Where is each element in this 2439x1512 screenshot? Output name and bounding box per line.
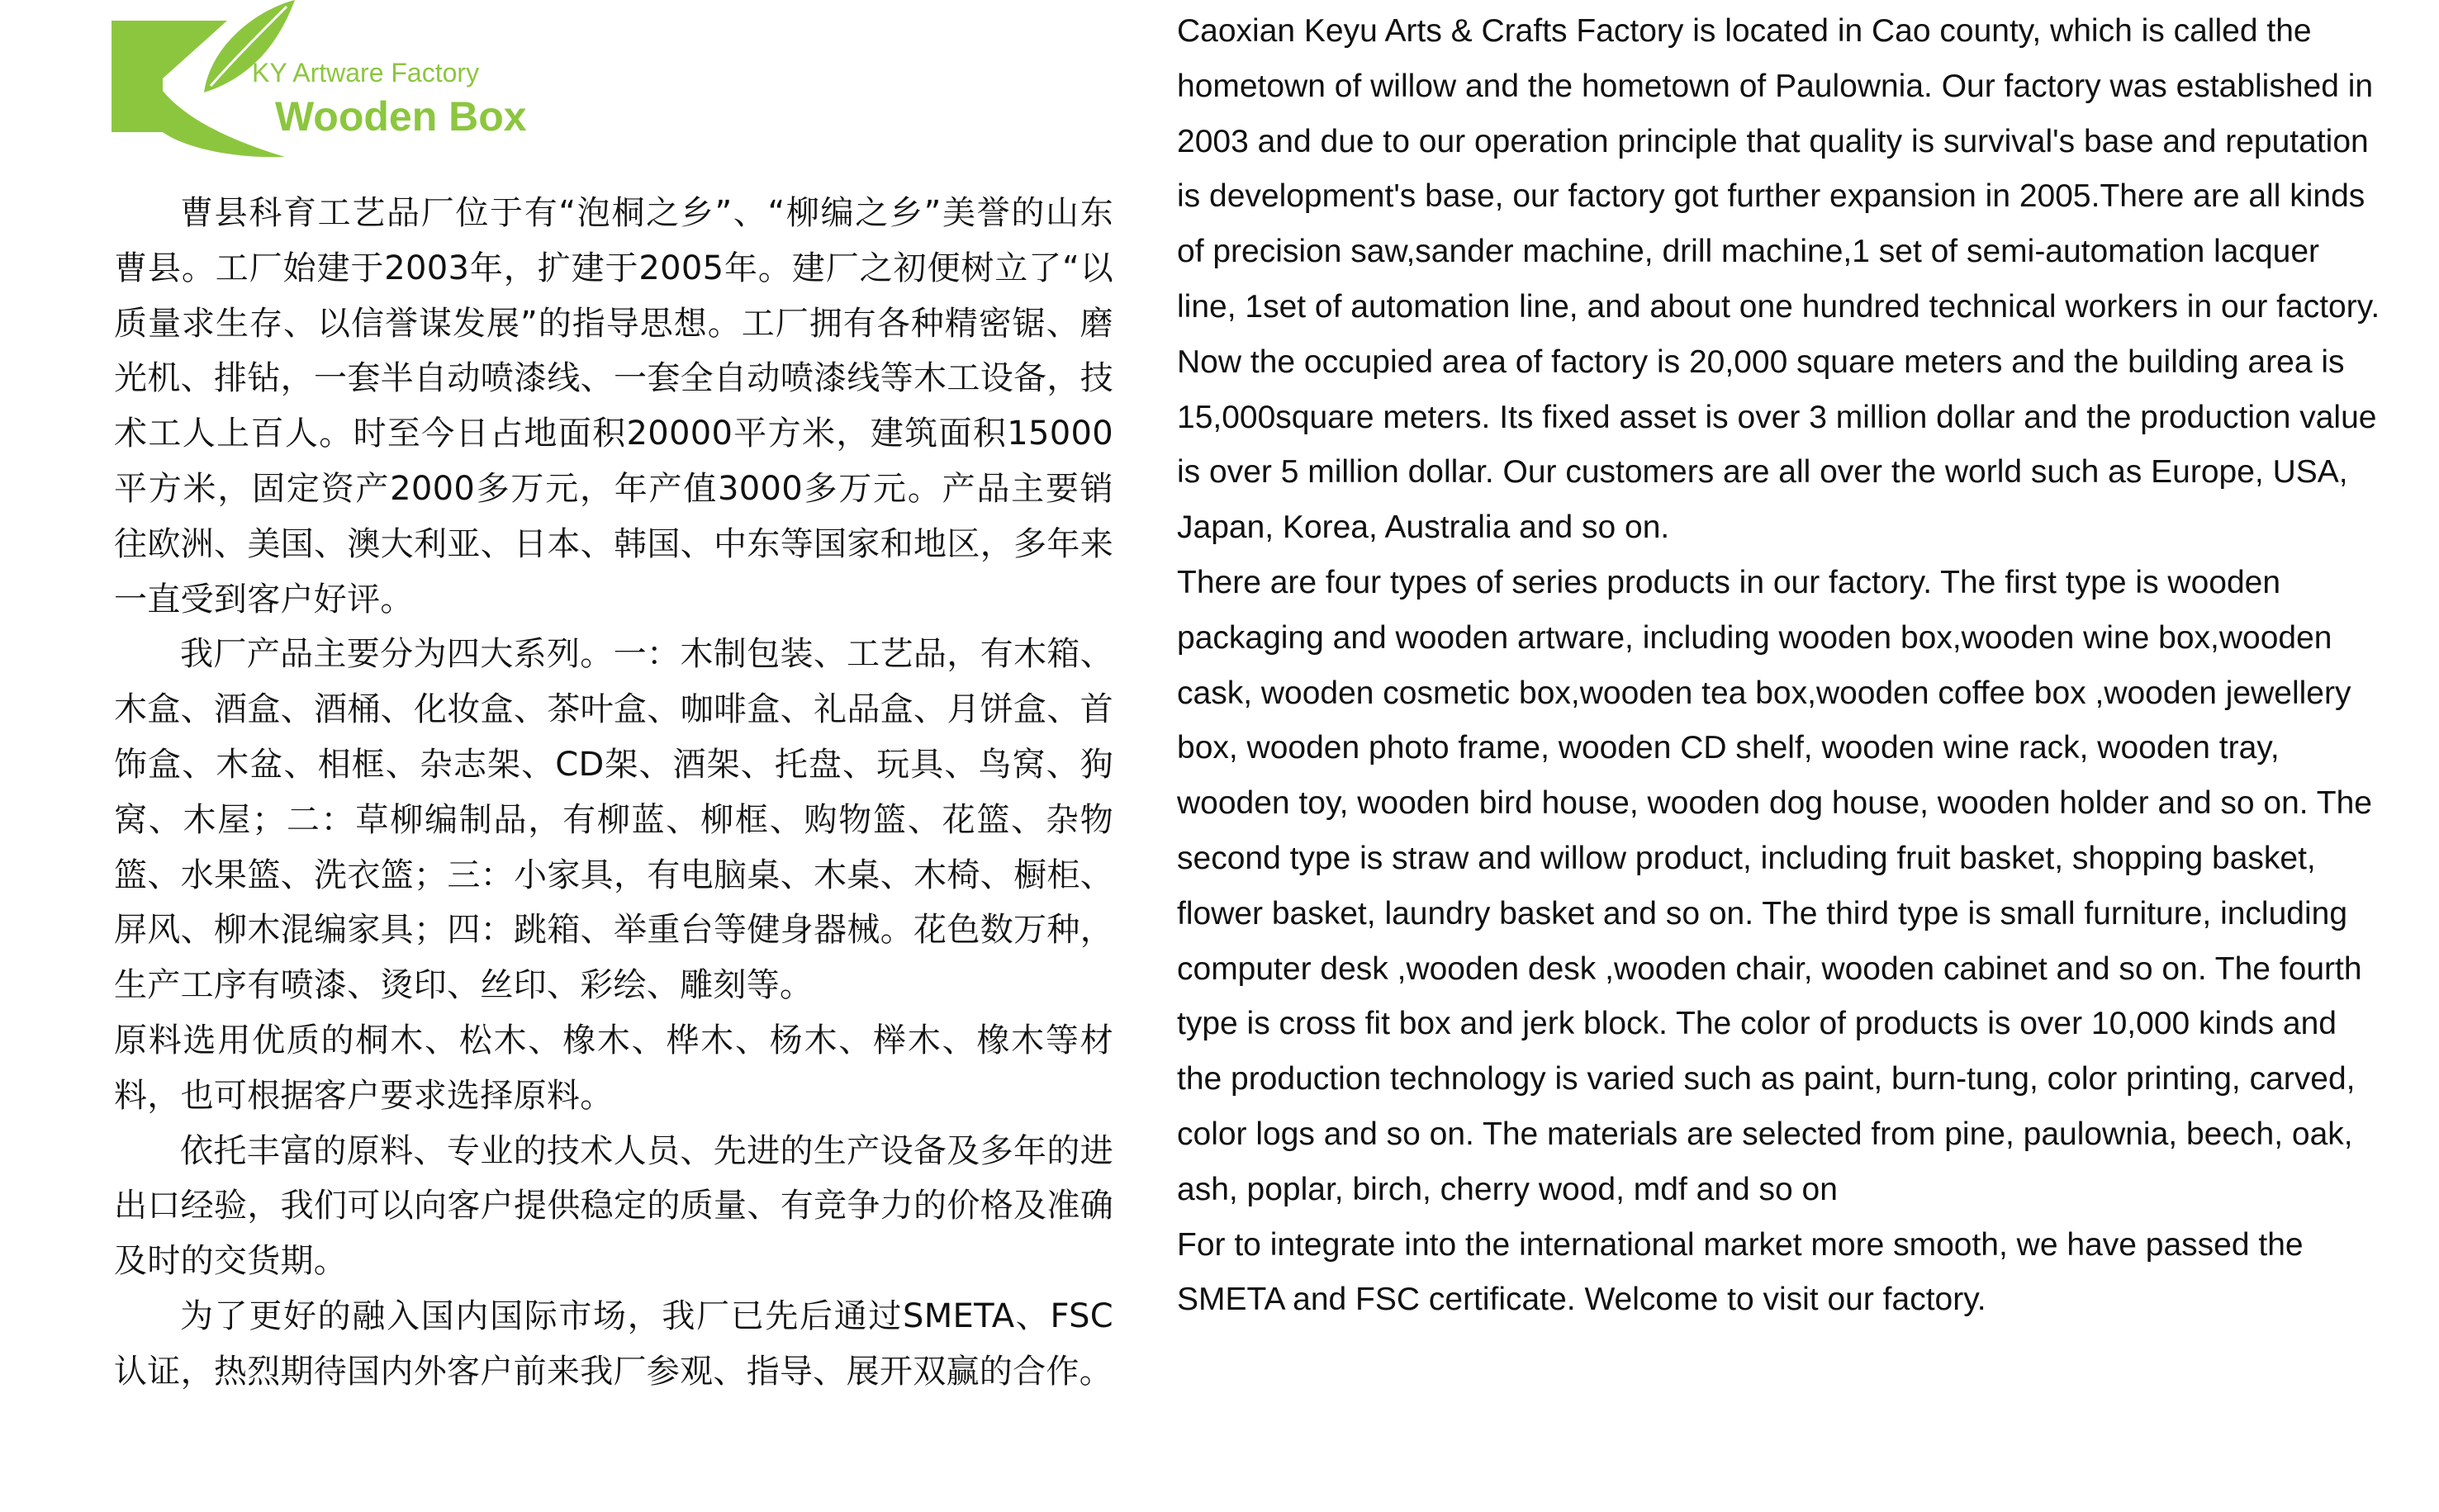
cn-paragraph-certification: 为了更好的融入国内国际市场，我厂已先后通过SMETA、FSC认证，热烈期待国内外客户前来我厂参观、指导、展开双赢的合作。 xyxy=(114,1296,1113,1391)
cn-paragraph-intro: 曹县科育工艺品厂位于有“泡桐之乡”、“柳编之乡”美誉的山东曹县。工厂始建于2003年，扩建于2005年。建厂之初便树立了“以质量求生存、以信誉谋发展”的指导思想。工厂拥有各种精密锯、磨光机、排钻，一套半自动喷漆线、一套全自动喷漆线等木工设备，技术工人上百人。时至今日占地面积20000平方米，建筑面积15000平方米，固定资产2000多万元，年产值3000多万元。产品主要销往欧洲、美国、澳大利亚、日本、韩国、中东等国家和地区，多年来一直受到客户好评。 xyxy=(114,194,1113,619)
logo xyxy=(112,0,558,165)
cn-paragraph-products: 我厂产品主要分为四大系列。一：木制包装、工艺品，有木箱、木盒、酒盒、酒桶、化妆盒、茶叶盒、咖啡盒、礼品盒、月饼盒、首饰盒、木盆、相框、杂志架、CD架、酒架、托盘、玩具、鸟窝、狗窝、木屋；二：草柳编制品，有柳蓝、柳框、购物篮、花篮、杂物篮、水果篮、洗衣篮；三：小家具，有电脑桌、木桌、木椅、橱柜、屏风、柳木混编家具；四：跳箱、举重台等健身器械。花色数万种，生产工序有喷漆、烫印、丝印、彩绘、雕刻等。 xyxy=(114,635,1113,1005)
en-paragraph-intro: Caoxian Keyu Arts & Crafts Factory is located in Cao county, which is called the hometown of willow and the hometown of Paulownia. Our factory was established in 2003 and due to our operation principle that quality is survival's base and reputation is development's base, our factory got further expansion in 2005.There are all kinds of precision saw,sander machine, drill machine,1 set of semi-automation lacquer line, 1set of automation line, and about one hundred technical workers in our factory. Now the occupied area of factory is 20,000 square meters and the building area is 15,000square meters. Its fixed asset is over 3 million dollar and the production value is over 5 million dollar. Our customers are all over the world such as Europe, USA, Japan, Korea, Australia and so on. xyxy=(1177,13,2380,546)
english-description xyxy=(1177,4,2383,1328)
cn-paragraph-materials: 原料选用优质的桐木、松木、橡木、桦木、杨木、榉木、橡木等材料，也可根据客户要求选择原料。 xyxy=(114,1021,1113,1115)
chinese-description xyxy=(114,186,1113,1400)
logo-brand-text: KY Artware Factory xyxy=(252,58,480,88)
en-paragraph-products: There are four types of series products in our factory. The first type is wooden packaging and wooden artware, including wooden box,wooden wine box,wooden cask, wooden cosmetic box,wooden tea box,wooden coffee box ,wooden jewellery box, wooden photo frame, wooden CD shelf, wooden wine rack, wooden tray, wooden toy, wooden bird house, wooden dog house, wooden holder and so on. The second type is straw and willow product, including fruit basket, shopping basket, flower basket, laundry basket and so on. The third type is small furniture, including computer desk ,wooden desk ,wooden chair, wooden cabinet and so on. The fourth type is cross fit box and jerk block. The color of products is over 10,000 kinds and the production technology is varied such as paint, burn-tung, color printing, carved, color logs and so on. The materials are selected from pine, paulownia, beech, oak, ash, poplar, birch, cherry wood, mdf and so on xyxy=(1177,564,2372,1207)
en-paragraph-certification: For to integrate into the international market more smooth, we have passed the SMETA and FSC certificate. Welcome to visit our factory. xyxy=(1177,1226,2304,1318)
logo-product-text: Wooden Box xyxy=(275,93,527,140)
cn-paragraph-advantages: 依托丰富的原料、专业的技术人员、先进的生产设备及多年的进出口经验，我们可以向客户提供稳定的质量、有竞争力的价格及准确及时的交货期。 xyxy=(114,1131,1113,1281)
